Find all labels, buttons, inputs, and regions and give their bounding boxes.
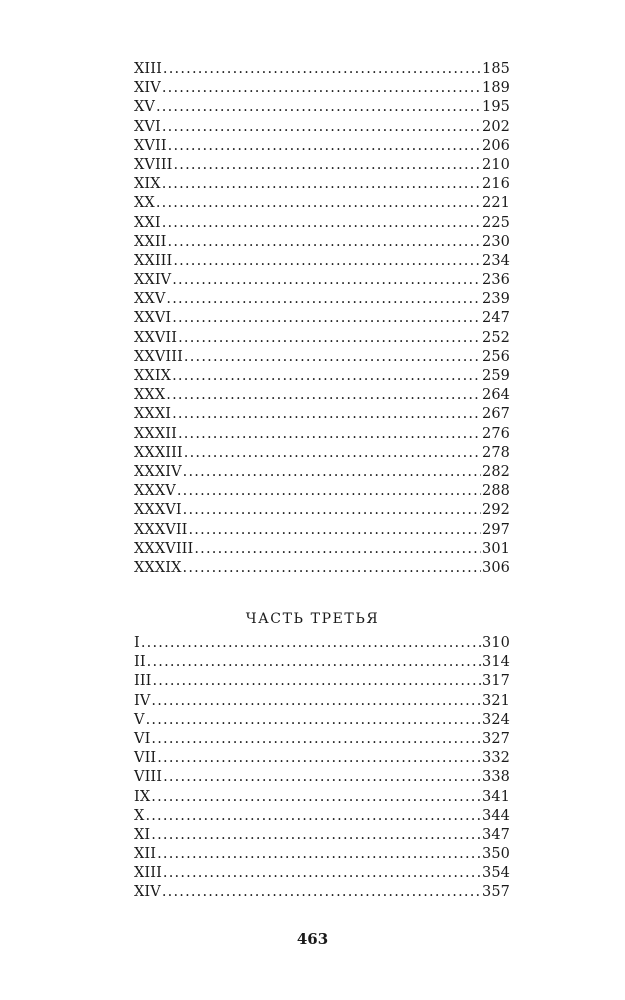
dot-leader — [151, 788, 481, 807]
page-ref: 278 — [482, 444, 510, 461]
toc-entry — [134, 749, 510, 768]
dot-leader — [183, 463, 481, 482]
dot-leader — [157, 845, 481, 864]
page-ref: 189 — [482, 80, 510, 97]
page-ref: 234 — [482, 252, 510, 269]
toc-entry — [134, 79, 510, 98]
page-ref: 324 — [482, 711, 510, 728]
page-ref: 310 — [482, 635, 510, 651]
page-ref: 202 — [482, 118, 510, 135]
page-ref: 185 — [482, 61, 510, 77]
page-ref: 247 — [482, 310, 510, 327]
dot-leader — [194, 540, 481, 559]
dot-leader — [172, 309, 481, 328]
chapter-number: XXVIII — [134, 348, 183, 365]
toc-entry — [134, 807, 510, 826]
page-ref: 267 — [482, 406, 510, 423]
dot-leader — [168, 233, 482, 252]
page-ref: 341 — [482, 788, 510, 805]
dot-leader — [163, 60, 481, 79]
toc-entry — [134, 329, 510, 348]
chapter-number: XXVI — [134, 310, 172, 327]
page-ref: 306 — [482, 559, 510, 576]
chapter-number: XXVII — [134, 329, 178, 346]
page-ref: 314 — [482, 654, 510, 671]
toc-entry — [134, 175, 510, 194]
toc-entry — [134, 672, 510, 691]
chapter-number: XV — [134, 99, 155, 116]
toc-entry — [134, 653, 510, 672]
chapter-number: IV — [134, 692, 151, 709]
chapter-number: XII — [134, 846, 157, 863]
toc-entry — [134, 826, 510, 845]
toc-entry — [134, 214, 510, 233]
toc-entry — [134, 290, 510, 309]
page-ref: 276 — [482, 425, 510, 442]
dot-leader — [166, 290, 481, 309]
page-ref: 338 — [482, 769, 510, 786]
part-title: ЧАСТЬ ТРЕТЬЯ — [245, 611, 380, 627]
chapter-number: VIII — [134, 769, 163, 786]
dot-leader — [163, 768, 481, 787]
toc-entry — [134, 252, 510, 271]
page-ref: 236 — [482, 272, 510, 289]
chapter-number: XIX — [134, 176, 161, 193]
chapter-number: XIII — [134, 61, 162, 77]
dot-leader — [162, 214, 481, 233]
dot-leader — [151, 692, 481, 711]
toc-list-part-three — [134, 634, 510, 903]
dot-leader — [163, 864, 481, 883]
chapter-number: XXIX — [134, 368, 172, 384]
dot-leader — [183, 559, 481, 578]
chapter-number: XXXI — [134, 406, 172, 423]
page-ref: 344 — [482, 807, 510, 824]
page-ref: 301 — [482, 540, 510, 557]
page-number: 463 — [296, 930, 329, 948]
page-ref: 221 — [482, 195, 510, 212]
toc-entry — [134, 405, 510, 424]
toc-entry — [134, 194, 510, 213]
chapter-number: X — [134, 807, 145, 824]
dot-leader — [156, 194, 481, 213]
chapter-number: XIII — [134, 865, 162, 882]
chapter-number: III — [134, 673, 152, 690]
toc-entry — [134, 692, 510, 711]
dot-leader — [172, 367, 481, 386]
dot-leader — [147, 653, 481, 672]
dot-leader — [178, 329, 481, 348]
page-ref: 216 — [482, 176, 510, 193]
toc-entry — [134, 348, 510, 367]
page-ref: 288 — [482, 483, 510, 500]
dot-leader — [151, 826, 481, 845]
page-ref: 225 — [482, 214, 510, 231]
page-ref: 350 — [482, 846, 510, 863]
toc-entry — [134, 309, 510, 328]
chapter-number: VII — [134, 750, 157, 767]
chapter-number: XXXVII — [134, 521, 188, 538]
chapter-number: XXXIX — [134, 559, 182, 576]
toc-entry — [134, 634, 510, 653]
dot-leader — [184, 444, 481, 463]
chapter-number: IX — [134, 788, 151, 805]
chapter-number: XIV — [134, 884, 161, 901]
chapter-number: XXXV — [134, 483, 176, 500]
toc-entry — [134, 883, 510, 902]
dot-leader — [173, 252, 481, 271]
page-ref: 239 — [482, 291, 510, 308]
chapter-number: XXXVI — [134, 502, 182, 519]
page-ref: 317 — [482, 673, 510, 690]
dot-leader — [172, 271, 481, 290]
dot-leader — [168, 137, 481, 156]
chapter-number: XXII — [134, 233, 167, 250]
toc-entry — [134, 482, 510, 501]
dot-leader — [145, 807, 481, 826]
dot-leader — [151, 730, 481, 749]
toc-entry — [134, 444, 510, 463]
dot-leader — [189, 521, 482, 540]
toc-entry — [134, 463, 510, 482]
toc-entry — [134, 271, 510, 290]
toc-entry — [134, 788, 510, 807]
page-ref: 354 — [482, 865, 510, 882]
page-ref: 206 — [482, 137, 510, 154]
toc-entry — [134, 501, 510, 520]
toc-entry — [134, 845, 510, 864]
page-ref: 259 — [482, 368, 510, 384]
chapter-number: XVI — [134, 118, 161, 135]
dot-leader — [141, 634, 481, 653]
chapter-number: XVII — [134, 137, 167, 154]
page-ref: 282 — [482, 463, 510, 480]
toc-entry — [134, 864, 510, 883]
dot-leader — [162, 118, 481, 137]
chapter-number: XXXII — [134, 425, 177, 442]
toc-entry — [134, 60, 510, 79]
toc-list-part-two — [134, 60, 510, 578]
dot-leader — [173, 156, 481, 175]
dot-leader — [162, 79, 481, 98]
chapter-number: XI — [134, 826, 151, 843]
chapter-number: VI — [134, 730, 151, 747]
toc-entry — [134, 425, 510, 444]
page-ref: 347 — [482, 826, 510, 843]
dot-leader — [183, 501, 481, 520]
chapter-number: XIV — [134, 80, 161, 97]
page-ref: 332 — [482, 750, 510, 767]
toc-entry — [134, 156, 510, 175]
dot-leader — [184, 348, 481, 367]
chapter-number: XXV — [134, 291, 166, 308]
toc-entry — [134, 98, 510, 117]
page-ref: 230 — [482, 233, 510, 250]
dot-leader — [166, 386, 481, 405]
dot-leader — [177, 482, 481, 501]
chapter-number: XXXIII — [134, 444, 183, 461]
dot-leader — [157, 749, 481, 768]
page-ref: 321 — [482, 692, 510, 709]
chapter-number: II — [134, 654, 146, 671]
toc-entry — [134, 521, 510, 540]
dot-leader — [146, 711, 481, 730]
page-ref: 297 — [482, 521, 510, 538]
chapter-number: XXIV — [134, 272, 172, 289]
toc-entry — [134, 118, 510, 137]
page-ref: 327 — [482, 730, 510, 747]
toc-entry — [134, 559, 510, 578]
page-ref: 292 — [482, 502, 510, 519]
page-ref: 357 — [482, 884, 510, 901]
chapter-number: XXI — [134, 214, 161, 231]
dot-leader — [172, 405, 481, 424]
toc-entry — [134, 730, 510, 749]
chapter-number: XXXIV — [134, 463, 182, 480]
dot-leader — [152, 672, 481, 691]
dot-leader — [162, 175, 481, 194]
toc-entry — [134, 137, 510, 156]
chapter-number: XXIII — [134, 252, 173, 269]
toc-entry — [134, 540, 510, 559]
page-ref: 264 — [482, 387, 510, 404]
chapter-number: XVIII — [134, 156, 173, 173]
page-ref: 256 — [482, 348, 510, 365]
toc-entry — [134, 768, 510, 787]
toc-entry — [134, 386, 510, 405]
chapter-number: XX — [134, 195, 155, 212]
chapter-number: V — [134, 711, 145, 728]
toc-entry — [134, 367, 510, 386]
dot-leader — [156, 98, 481, 117]
page-ref: 252 — [482, 329, 510, 346]
chapter-number: XXX — [134, 387, 166, 404]
dot-leader — [178, 425, 481, 444]
page-ref: 195 — [482, 99, 510, 116]
toc-entry — [134, 233, 510, 252]
chapter-number: XXXVIII — [134, 540, 194, 557]
chapter-number: I — [134, 635, 140, 651]
page-ref: 210 — [482, 156, 510, 173]
toc-entry — [134, 711, 510, 730]
dot-leader — [162, 883, 481, 902]
